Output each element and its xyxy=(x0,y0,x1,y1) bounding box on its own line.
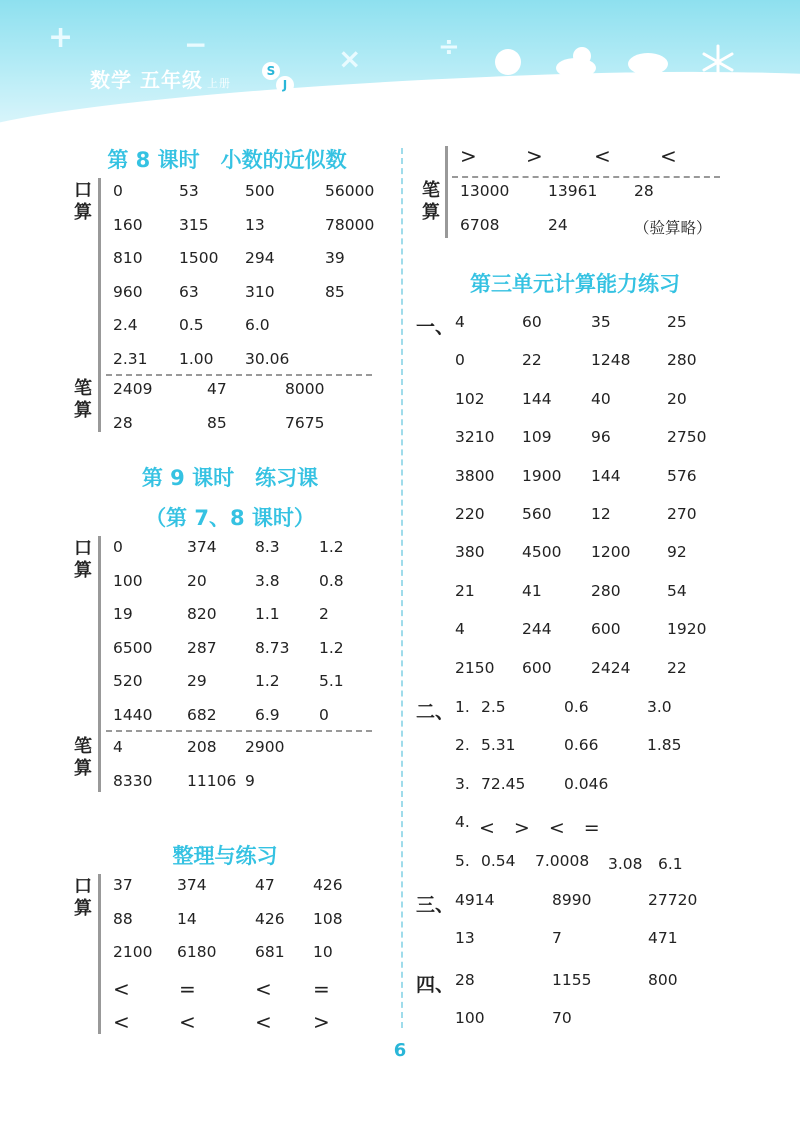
table-row: 3210 109 96 2750 xyxy=(455,428,707,447)
table-row: 0 53 500 56000 xyxy=(113,182,375,200)
table-row: 8330 11106 9 xyxy=(113,771,255,790)
badge-s: S xyxy=(262,62,280,80)
list-item: 3. 72.45 0.046 xyxy=(455,774,609,793)
table-row: 520 29 1.2 5.1 xyxy=(113,672,344,691)
lesson8-separator xyxy=(106,374,372,376)
table-row: 0 374 8.3 1.2 xyxy=(113,538,344,556)
q4-list xyxy=(455,971,775,1048)
written-label: 笔算 xyxy=(74,736,92,779)
table-row: 1440 682 6.9 0 xyxy=(113,705,329,724)
table-row: 2.31 1.00 30.06 xyxy=(113,349,290,368)
page-header xyxy=(0,0,800,125)
table-row: 2409 47 8000 xyxy=(113,380,325,398)
list-item: 1. 2.5 0.6 3.0 xyxy=(455,698,672,716)
table-row: 88 14 426 108 xyxy=(113,909,343,928)
header-title xyxy=(90,64,231,93)
divide-decoration: ÷ xyxy=(438,32,460,62)
lesson8-oral-list xyxy=(113,182,383,384)
table-row: 3800 1900 144 576 xyxy=(455,466,697,485)
badge-j: J xyxy=(276,76,294,94)
lesson9-title: 第 9 课时 练习课 xyxy=(141,466,319,490)
table-row: > > < < xyxy=(460,144,677,168)
table-row: 13000 13961 28 xyxy=(460,182,654,200)
column-divider xyxy=(401,148,403,1028)
review-title: 整理与练习 xyxy=(172,844,278,868)
q3-label: 三、 xyxy=(416,894,455,916)
top-right-written-list xyxy=(460,182,780,249)
table-row: 102 144 40 20 xyxy=(455,389,687,408)
table-row: 4 208 2900 xyxy=(113,738,285,756)
table-row: 28 85 7675 xyxy=(113,413,325,432)
sun-icon xyxy=(495,49,521,75)
written-label: 笔算 xyxy=(422,180,440,223)
plus-decoration: + xyxy=(48,20,74,55)
lesson8-bar xyxy=(98,178,101,432)
table-row: 37 374 47 426 xyxy=(113,876,343,894)
header-volume: 上册 xyxy=(206,77,231,90)
q1-label: 一、 xyxy=(416,316,455,338)
lesson9-separator xyxy=(106,730,372,732)
q2-list xyxy=(455,698,775,890)
lesson8-title: 第 8 课时 小数的近似数 xyxy=(107,148,347,172)
table-row: 100 20 3.8 0.8 xyxy=(113,571,344,590)
table-row: 160 315 13 78000 xyxy=(113,215,375,234)
list-item: 2. 5.31 0.66 1.85 xyxy=(455,736,682,755)
oral-label: 口算 xyxy=(74,538,92,581)
q1-list xyxy=(455,313,775,697)
table-row: 2100 6180 681 10 xyxy=(113,943,333,962)
table-row: 2150 600 2424 22 xyxy=(455,658,687,677)
table-row: 4 60 35 25 xyxy=(455,313,687,331)
table-row: 6500 287 8.73 1.2 xyxy=(113,638,344,657)
table-row: 380 4500 1200 92 xyxy=(455,543,687,562)
q3-list xyxy=(455,891,775,968)
table-row: 2.4 0.5 6.0 xyxy=(113,316,270,335)
table-row: 810 1500 294 39 xyxy=(113,249,345,268)
table-row: 13 7 471 xyxy=(455,929,678,948)
header-subject: 数学 五年级 xyxy=(90,68,203,92)
top-right-separator xyxy=(452,176,720,178)
lesson9-oral-list xyxy=(113,538,383,740)
table-row: < < < > xyxy=(113,1010,330,1035)
table-row: 19 820 1.1 2 xyxy=(113,605,329,624)
written-label: 笔算 xyxy=(74,378,92,421)
lesson9-subtitle: （第 7、8 课时） xyxy=(145,506,315,530)
table-row: 4 244 600 1920 xyxy=(455,620,707,639)
list-item: 4. < > < = xyxy=(455,813,600,840)
table-row: 100 70 xyxy=(455,1009,572,1028)
list-item: 5. 0.54 7.0008 3.08 6.1 xyxy=(455,851,683,873)
table-row: 4914 8990 27720 xyxy=(455,891,698,909)
table-row: < = < = xyxy=(113,976,330,1001)
table-row: 28 1155 800 xyxy=(455,971,678,989)
q4-label: 四、 xyxy=(416,974,455,996)
oral-label: 口算 xyxy=(74,180,92,223)
unit3-title: 第三单元计算能力练习 xyxy=(470,272,680,296)
review-oral-list xyxy=(113,876,383,1044)
top-right-bar xyxy=(445,146,448,238)
table-row: 21 41 280 54 xyxy=(455,581,687,600)
table-row: 220 560 12 270 xyxy=(455,504,697,523)
page-number: 6 xyxy=(393,1040,407,1061)
times-decoration: × xyxy=(338,42,362,75)
lesson8-written-list xyxy=(113,380,383,447)
lesson9-written-list xyxy=(113,738,383,805)
table-row: 0 22 1248 280 xyxy=(455,351,697,370)
lesson9-bar xyxy=(98,536,101,792)
top-right-compare xyxy=(460,144,780,178)
review-bar xyxy=(98,874,101,1034)
table-row: 6708 24 （验算略） xyxy=(460,215,712,237)
minus-decoration: − xyxy=(184,28,208,61)
q2-label: 二、 xyxy=(416,701,455,723)
oral-label: 口算 xyxy=(74,876,92,919)
table-row: 960 63 310 85 xyxy=(113,282,345,301)
